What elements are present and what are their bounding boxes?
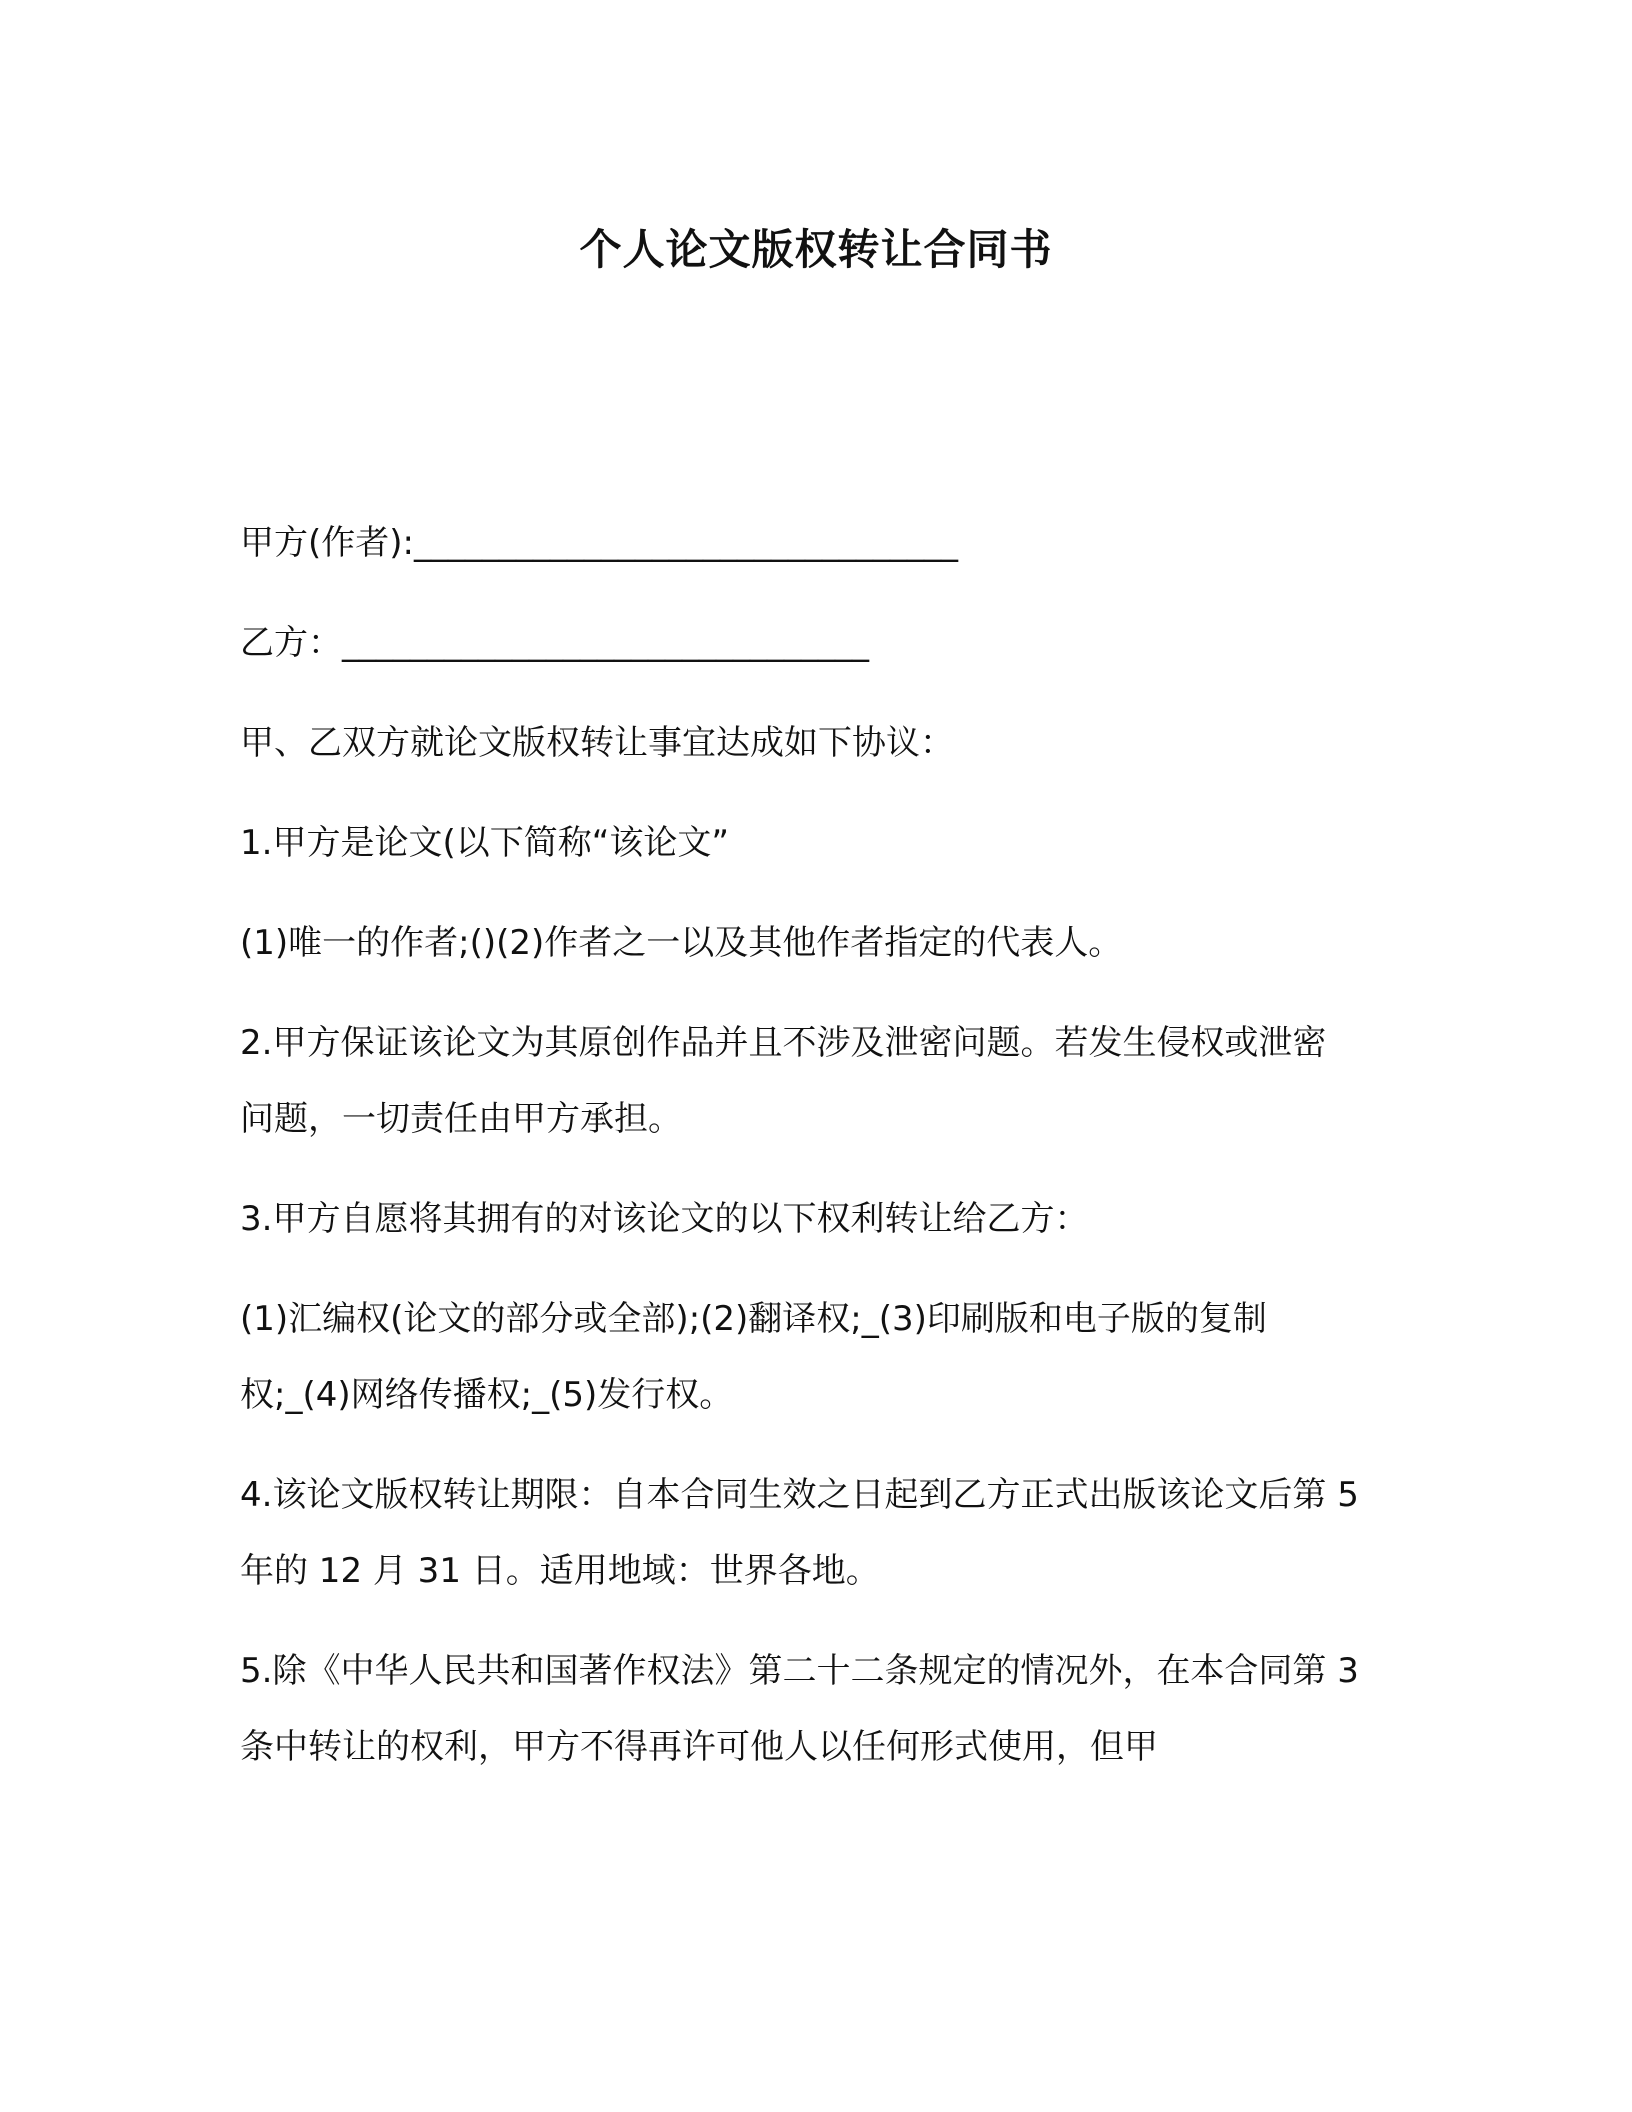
party-a-line: 甲方(作者):________________________________ [240,523,958,563]
agreement-intro: 甲、乙双方就论文版权转让事宜达成如下协议： [240,723,954,763]
document-body [240,505,1370,1809]
clause-3-rights: (1)汇编权(论文的部分或全部);(2)翻译权;_(3)印刷版和电子版的复制权;_(4)网络传播权;_(5)发行权。 [240,1299,1267,1415]
party-b-line: 乙方：_______________________________ [240,623,869,663]
clause-2: 2.甲方保证该论文为其原创作品并且不涉及泄密问题。若发生侵权或泄密问题，一切责任由甲方承担。 [240,1023,1327,1139]
clause-4: 4.该论文版权转让期限：自本合同生效之日起到乙方正式出版该论文后第 5 年的 12 月 31 日。适用地域：世界各地。 [240,1475,1370,1591]
clause-1-options: (1)唯一的作者;()(2)作者之一以及其他作者指定的代表人。 [240,923,1123,963]
clause-3: 3.甲方自愿将其拥有的对该论文的以下权利转让给乙方： [240,1199,1089,1239]
document-title: 个人论文版权转让合同书 [579,225,1053,274]
clause-1: 1.甲方是论文(以下简称“该论文” [240,823,729,863]
clause-5: 5.除《中华人民共和国著作权法》第二十二条规定的情况外，在本合同第 3 条中转让的权利，甲方不得再许可他人以任何形式使用，但甲 [240,1651,1370,1767]
